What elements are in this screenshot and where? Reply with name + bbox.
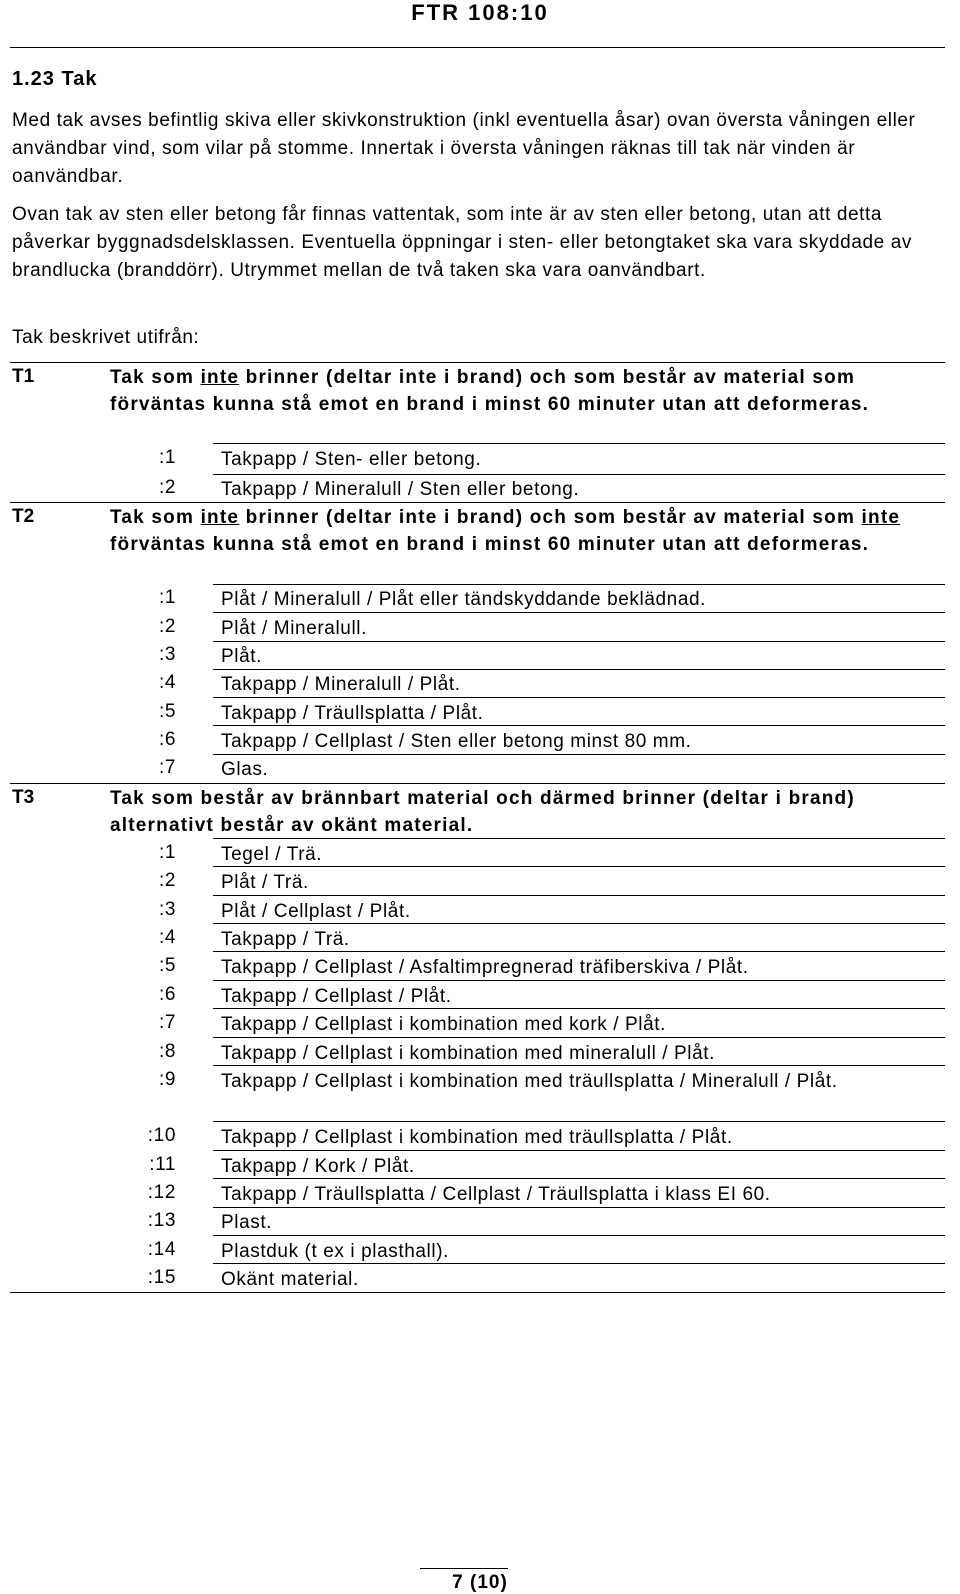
item-code: :1	[158, 447, 176, 468]
table-rule	[10, 783, 945, 784]
item-text: Plåt / Cellplast / Plåt.	[221, 901, 411, 922]
document-id: FTR 108:10	[411, 0, 549, 25]
table-rule	[213, 895, 945, 896]
item-text: Takpapp / Cellplast i kombination med träullsplatta / Mineralull / Plåt.	[221, 1071, 838, 1092]
table-rule	[213, 443, 945, 444]
item-code: :6	[158, 729, 176, 750]
item-text: Glas.	[221, 759, 269, 780]
item-code: :3	[158, 644, 176, 665]
footer-rule	[420, 1568, 508, 1569]
item-code: :14	[147, 1239, 176, 1260]
item-text: Plåt / Mineralull.	[221, 618, 367, 639]
item-code: :13	[147, 1210, 176, 1231]
table-rule	[213, 1263, 945, 1264]
item-text: Takpapp / Cellplast / Plåt.	[221, 986, 452, 1007]
item-text: Takpapp / Cellplast / Asfaltimpregnerad träfiberskiva / Plåt.	[221, 957, 749, 978]
item-text: Takpapp / Kork / Plåt.	[221, 1156, 415, 1177]
table-rule	[213, 866, 945, 867]
category-code-t1: T1	[12, 366, 35, 387]
item-text: Takpapp / Cellplast i kombination med kork / Plåt.	[221, 1014, 667, 1035]
item-text: Takpapp / Trä.	[221, 929, 350, 950]
intro-paragraph-1: Med tak avses befintlig skiva eller skivkonstruktion (inkl eventuella åsar) ovan översta våningen eller användbar vind, som vilar på stomme. Innertak i översta våningen räknas till tak när vinden är oanvändbar.	[12, 110, 916, 187]
item-code: :11	[149, 1154, 176, 1175]
table-rule	[213, 838, 945, 839]
item-text: Takpapp / Cellplast i kombination med mineralull / Plåt.	[221, 1043, 716, 1064]
table-rule	[213, 951, 945, 952]
item-code: :2	[158, 477, 176, 498]
table-rule	[213, 754, 945, 755]
item-text: Okänt material.	[221, 1269, 359, 1290]
item-text: Takpapp / Mineralull / Sten eller betong.	[221, 479, 580, 500]
item-code: :5	[158, 701, 176, 722]
item-code: :3	[158, 899, 176, 920]
table-rule	[213, 584, 945, 585]
item-text: Plåt.	[221, 646, 263, 667]
table-rule	[10, 502, 945, 503]
item-code: :2	[158, 870, 176, 891]
table-rule	[213, 1235, 945, 1236]
category-code-t2: T2	[12, 506, 35, 527]
table-rule	[213, 1178, 945, 1179]
item-code: :8	[158, 1041, 176, 1062]
category-desc-t2: Tak som inte brinner (deltar inte i brand) och som består av material som inte förväntas kunna stå emot en brand i minst 60 minuter utan att deformeras.	[110, 507, 901, 555]
item-text: Tegel / Trä.	[221, 844, 323, 865]
table-rule	[10, 1292, 945, 1293]
category-desc-t1: Tak som inte brinner (deltar inte i brand) och som består av material som förväntas kunna stå emot en brand i minst 60 minuter utan att deformeras.	[110, 367, 870, 415]
item-code: :5	[158, 955, 176, 976]
table-rule	[213, 641, 945, 642]
section-heading: 1.23 Tak	[12, 68, 98, 90]
item-text: Plastduk (t ex i plasthall).	[221, 1241, 449, 1262]
item-code: :7	[158, 757, 176, 778]
table-rule	[213, 1037, 945, 1038]
item-text: Plåt / Mineralull / Plåt eller tändskyddande beklädnad.	[221, 589, 707, 610]
item-code: :6	[158, 984, 176, 1005]
category-desc-t3: Tak som består av brännbart material och därmed brinner (deltar i brand) alternativt består av okänt material.	[110, 788, 855, 836]
table-rule	[213, 612, 945, 613]
table-rule	[10, 362, 945, 363]
item-text: Takpapp / Träullsplatta / Plåt.	[221, 703, 484, 724]
intro-paragraph-3: Tak beskrivet utifrån:	[12, 327, 200, 348]
intro-paragraph-2: Ovan tak av sten eller betong får finnas vattentak, som inte är av sten eller betong, utan att detta påverkar byggnadsdelsklassen. Eventuella öppningar i sten- eller betongtaket ska vara skyddade av brandlucka (branddörr). Utrymmet mellan de två taken ska vara oanvändbart.	[12, 204, 912, 281]
table-rule	[213, 474, 945, 475]
item-code: :12	[147, 1182, 176, 1203]
item-code: :2	[158, 616, 176, 637]
table-rule	[213, 1008, 945, 1009]
item-code: :4	[158, 672, 176, 693]
item-text: Takpapp / Mineralull / Plåt.	[221, 674, 461, 695]
item-text: Plast.	[221, 1212, 273, 1233]
table-rule	[213, 669, 945, 670]
item-text: Takpapp / Sten- eller betong.	[221, 449, 482, 470]
table-rule	[213, 1207, 945, 1208]
table-rule	[213, 725, 945, 726]
item-text: Takpapp / Cellplast i kombination med träullsplatta / Plåt.	[221, 1127, 733, 1148]
item-code: :7	[158, 1012, 176, 1033]
item-code: :4	[158, 927, 176, 948]
table-rule	[213, 697, 945, 698]
category-code-t3: T3	[12, 787, 35, 808]
item-text: Takpapp / Cellplast / Sten eller betong minst 80 mm.	[221, 731, 692, 752]
table-rule	[213, 1065, 945, 1066]
item-code: :1	[158, 842, 176, 863]
table-rule	[213, 1121, 945, 1122]
page-number: 7 (10)	[452, 1572, 508, 1593]
item-code: :1	[158, 587, 176, 608]
item-text: Takpapp / Träullsplatta / Cellplast / Träullsplatta i klass EI 60.	[221, 1184, 771, 1205]
table-rule	[213, 980, 945, 981]
item-code: :15	[147, 1267, 176, 1288]
item-text: Plåt / Trä.	[221, 872, 309, 893]
header-rule	[10, 47, 945, 48]
item-code: :10	[147, 1125, 176, 1146]
table-rule	[213, 1150, 945, 1151]
table-rule	[213, 923, 945, 924]
item-code: :9	[158, 1069, 176, 1090]
